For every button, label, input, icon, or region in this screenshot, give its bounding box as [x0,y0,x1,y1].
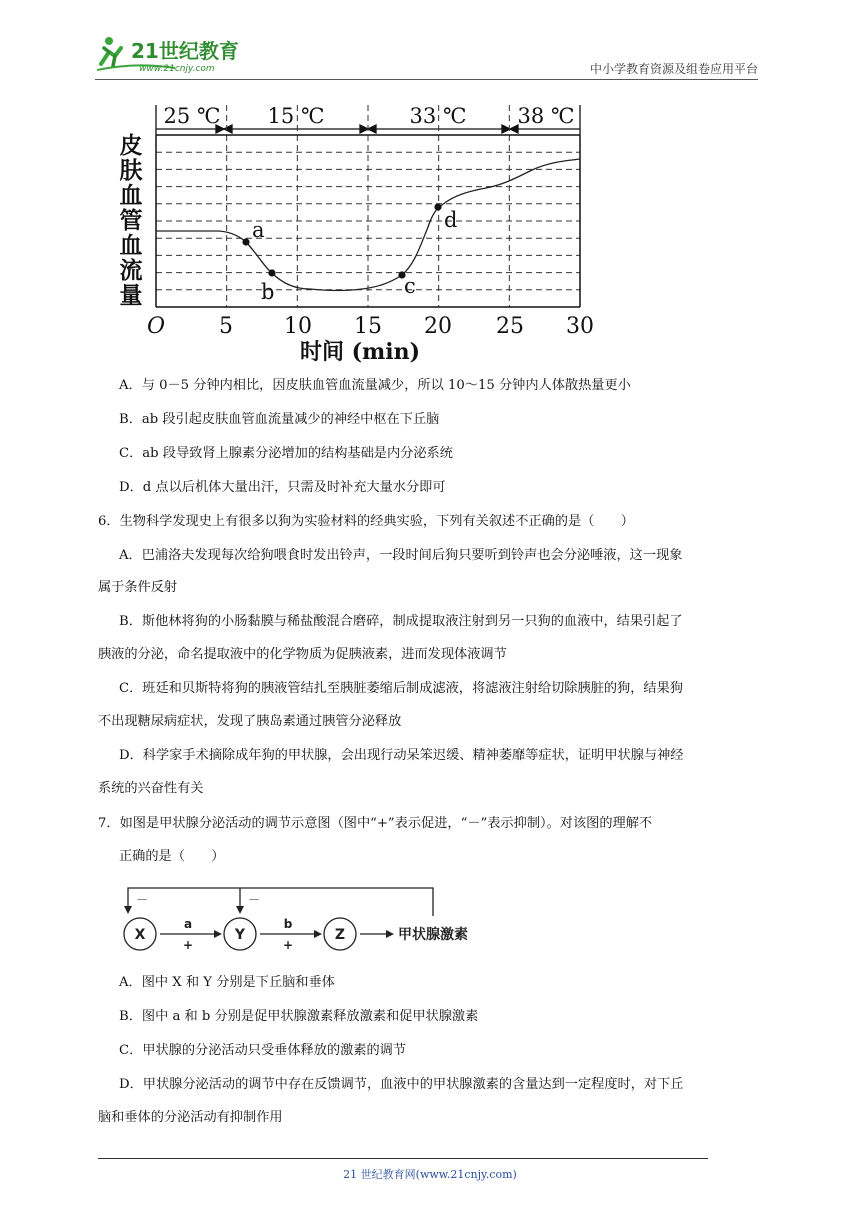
point-a [242,238,249,245]
header-divider [95,79,758,80]
feedback-arrow-x [124,906,132,914]
logo-text: 21世纪教育 [131,39,239,63]
point-d [434,203,441,210]
arrow1-label: a [183,917,193,931]
node-z: Z [334,927,346,943]
point-label-b: b [261,280,275,304]
q5-option-a: A．与 0－5 分钟内相比，因皮肤血管血流量减少，所以 10～15 分钟内人体散热量更小 [119,378,631,393]
feedback-line-inner [240,888,433,910]
arrow1-sign: + [182,938,194,952]
x-tick-20: 20 [424,314,452,339]
q6-option-c-line2: 不出现糖尿病症状，发现了胰岛素通过胰管分泌释放 [98,714,402,729]
x-tick-5: 5 [219,314,233,339]
arrow2-label: b [283,917,293,931]
origin-label: O [146,314,166,339]
q6-option-d-line1: D．科学家手术摘除成年狗的甲状腺，会出现行动呆笨迟缓、精神萎靡等症状，证明甲状腺与神经 [119,748,684,763]
curve-points [242,203,457,304]
site-logo [95,34,265,74]
node-x: X [134,927,146,943]
feedback-sign-y: － [248,893,261,907]
feedback-sign-x: － [136,893,149,907]
x-axis-ticks [147,314,594,339]
point-label-c: c [404,274,416,298]
x-tick-25: 25 [496,314,524,339]
q6-option-b-line2: 胰液的分泌，命名提取液中的化学物质为促胰液素，进而发现体液调节 [98,647,507,662]
point-b [268,269,275,276]
point-label-a: a [252,218,265,242]
q7-option-c: C．甲状腺的分泌活动只受垂体释放的激素的调节 [119,1043,407,1058]
temp-label-15: 15 ℃ [267,104,325,128]
q6-option-d-line2: 系统的兴奋性有关 [98,781,204,796]
temp-label-25: 25 ℃ [163,104,221,128]
blood-flow-graph [110,95,600,365]
platform-name: 中小学教育资源及组卷应用平台 [589,62,758,76]
point-label-d: d [444,208,458,232]
temp-label-33: 33 ℃ [409,104,467,128]
q5-option-b: B．ab 段引起皮肤血管血流量减少的神经中枢在下丘脑 [119,412,440,427]
x-tick-15: 15 [354,314,382,339]
q7-option-d-line2: 脑和垂体的分泌活动有抑制作用 [98,1110,283,1125]
q5-option-c: C．ab 段导致肾上腺素分泌增加的结构基础是内分泌系统 [119,446,453,461]
q7-option-b: B．图中 a 和 b 分别是促甲状腺激素释放激素和促甲状腺激素 [119,1009,479,1024]
feedback-line-outer [128,888,433,916]
arrow2-sign: + [282,938,294,952]
logo-url: www.21cnjy.com [139,64,215,74]
q6-option-b-line1: B．斯他林将狗的小肠黏膜与稀盐酸混合磨碎，制成提取液注射到另一只狗的血液中，结果引起了 [119,614,683,629]
x-axis-label: 时间 (min) [299,339,421,365]
q6-option-a-line2: 属于条件反射 [98,580,178,595]
thyroid-regulation-diagram [110,882,490,958]
q7-option-a: A．图中 X 和 Y 分别是下丘脑和垂体 [119,975,335,990]
temperature-labels [164,104,575,128]
temp-label-38: 38 ℃ [517,104,575,128]
q7-stem-line2: 正确的是（ ） [119,849,225,864]
y-axis-label: 皮肤血管血流量 [115,133,143,308]
q6-option-a-line1: A．巴浦洛夫发现每次给狗喂食时发出铃声，一段时间后狗只要听到铃声也会分泌唾液，这一现象 [119,548,683,563]
output-label: 甲状腺激素 [398,927,468,943]
q7-option-d-line1: D．甲状腺分泌活动的调节中存在反馈调节，血液中的甲状腺激素的含量达到一定程度时，对下丘 [119,1077,684,1092]
q6-stem: 6．生物科学发现史上有很多以狗为实验材料的经典实验，下列有关叙述不正确的是（ ） [98,514,634,529]
q5-option-d: D．d 点以后机体大量出汗，只需及时补充大量水分即可 [119,480,446,495]
page-header [95,30,758,80]
q6-option-c-line1: C．班廷和贝斯特将狗的胰液管结扎至胰脏萎缩后制成滤液，将滤液注射给切除胰脏的狗，结果狗 [119,681,683,696]
footer-link[interactable]: 21 世纪教育网(www.21cnjy.com) [343,1168,517,1181]
node-y: Y [234,927,246,943]
feedback-arrow-y [236,906,244,914]
x-tick-10: 10 [284,314,312,339]
q7-stem-line1: 7．如图是甲状腺分泌活动的调节示意图（图中“+”表示促进，“－”表示抑制）。对该图的理解不 [98,816,653,831]
x-tick-30: 30 [566,314,594,339]
footer-divider [98,1158,708,1159]
